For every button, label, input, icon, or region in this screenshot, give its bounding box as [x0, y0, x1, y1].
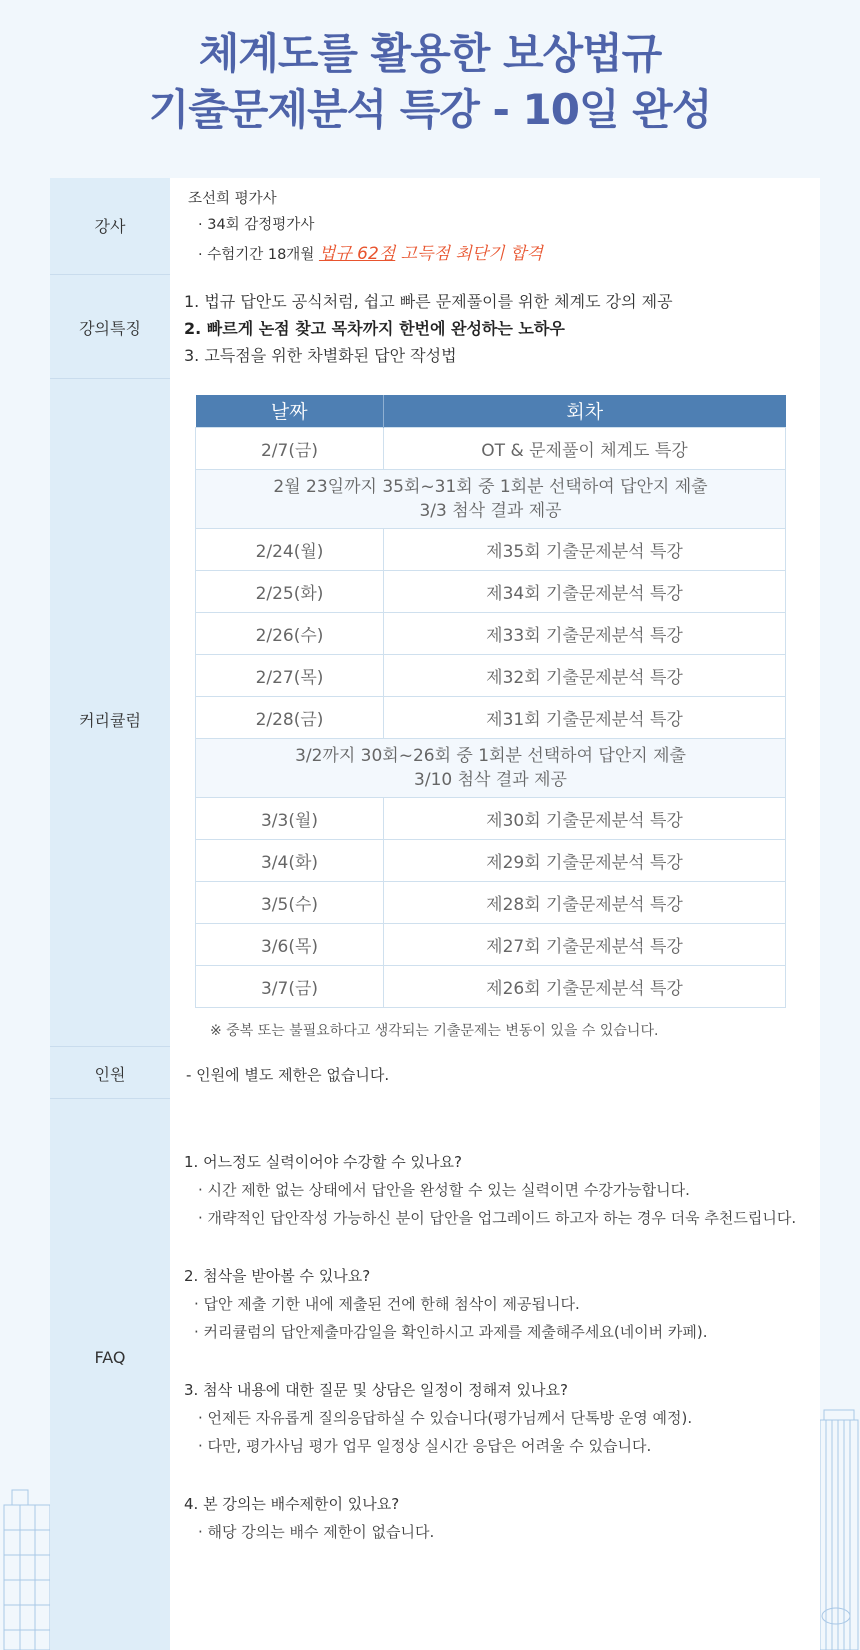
- divider: [50, 1098, 170, 1099]
- session-cell: 제27회 기출문제분석 특강: [384, 923, 786, 965]
- instructor-achievement: [198, 239, 543, 264]
- session-cell: 제30회 기출문제분석 특강: [384, 797, 786, 839]
- date-cell: 2/24(월): [196, 528, 384, 570]
- date-cell: 2/7(금): [196, 427, 384, 469]
- session-cell: 제31회 기출문제분석 특강: [384, 696, 786, 738]
- curriculum-footnote: ※ 중복 또는 불필요하다고 생각되는 기출문제는 변동이 있을 수 있습니다.: [210, 1023, 659, 1039]
- page-title: [0, 26, 860, 138]
- table-row: [196, 881, 786, 923]
- note-line: 3/10 첨삭 결과 제공: [414, 769, 567, 790]
- table-row-note: [196, 738, 786, 797]
- column-header-date: 날짜: [196, 395, 384, 427]
- session-cell: OT & 문제풀이 체계도 특강: [384, 427, 786, 469]
- table-row: [196, 427, 786, 469]
- table-row-note: [196, 469, 786, 528]
- faq-answer: · 답안 제출 기한 내에 제출된 건에 한해 첨삭이 제공됩니다.: [194, 1295, 580, 1313]
- table-row: [196, 570, 786, 612]
- date-cell: 3/4(화): [196, 839, 384, 881]
- label-features: 강의특징: [79, 319, 141, 338]
- highlight-rest: 고득점 최단기 합격: [395, 244, 543, 264]
- faq-question: 3. 첨삭 내용에 대한 질문 및 상담은 일정이 정해져 있나요?: [184, 1381, 568, 1399]
- curriculum-table: [195, 395, 786, 1008]
- note-line: 3/2까지 30회~26회 중 1회분 선택하여 답안지 제출: [295, 745, 686, 766]
- feature-item: 3. 고득점을 위한 차별화된 답안 작성법: [184, 346, 457, 365]
- session-cell: 제29회 기출문제분석 특강: [384, 839, 786, 881]
- instructor-credential: · 34회 감정평가사: [198, 217, 315, 233]
- date-cell: 3/7(금): [196, 965, 384, 1007]
- faq-answer: · 커리큘럼의 답안제출마감일을 확인하시고 과제를 제출해주세요(네이버 카페).: [194, 1323, 708, 1341]
- session-cell: 제28회 기출문제분석 특강: [384, 881, 786, 923]
- score-highlight: 법규 62점: [318, 244, 396, 264]
- faq-answer: · 해당 강의는 배수 제한이 없습니다.: [198, 1523, 435, 1541]
- table-row: [196, 654, 786, 696]
- table-row: [196, 612, 786, 654]
- label-capacity: 인원: [94, 1065, 126, 1084]
- faq-answer: · 언제든 자유롭게 질의응답하실 수 있습니다(평가님께서 단톡방 운영 예정).: [198, 1409, 693, 1427]
- label-column: [50, 178, 170, 1650]
- table-row: [196, 839, 786, 881]
- faq-answer: · 시간 제한 없는 상태에서 답안을 완성할 수 있는 실력이면 수강가능합니다.: [198, 1181, 690, 1199]
- table-row: [196, 797, 786, 839]
- column-header-session: 회차: [384, 395, 786, 427]
- session-cell: 제35회 기출문제분석 특강: [384, 528, 786, 570]
- date-cell: 3/5(수): [196, 881, 384, 923]
- label-faq: FAQ: [94, 1348, 126, 1367]
- faq-question: 4. 본 강의는 배수제한이 있나요?: [184, 1495, 400, 1513]
- divider: [50, 1046, 170, 1047]
- date-cell: 3/3(월): [196, 797, 384, 839]
- faq-answer: · 개략적인 답안작성 가능하신 분이 답안을 업그레이드 하고자 하는 경우 더욱 추천드립니다.: [198, 1209, 797, 1227]
- date-cell: 2/28(금): [196, 696, 384, 738]
- submission-note: [196, 738, 786, 797]
- date-cell: 2/26(수): [196, 612, 384, 654]
- table-row: [196, 965, 786, 1007]
- session-cell: 제34회 기출문제분석 특강: [384, 570, 786, 612]
- feature-item: 2. 빠르게 논점 찾고 목차까지 한번에 완성하는 노하우: [184, 319, 565, 338]
- session-cell: 제26회 기출문제분석 특강: [384, 965, 786, 1007]
- date-cell: 3/6(목): [196, 923, 384, 965]
- note-line: 3/3 첨삭 결과 제공: [419, 500, 562, 521]
- submission-note: [196, 469, 786, 528]
- divider: [50, 378, 170, 379]
- table-row: [196, 528, 786, 570]
- table-row: [196, 923, 786, 965]
- achievement-prefix: · 수험기간 18개월: [198, 247, 315, 263]
- date-cell: 2/27(목): [196, 654, 384, 696]
- capacity-text: - 인원에 별도 제한은 없습니다.: [186, 1066, 390, 1084]
- faq-question: 1. 어느정도 실력이어야 수강할 수 있나요?: [184, 1153, 462, 1171]
- faq-question: 2. 첨삭을 받아볼 수 있나요?: [184, 1267, 371, 1285]
- label-curriculum: 커리큘럼: [79, 711, 141, 730]
- feature-item: 1. 법규 답안도 공식처럼, 쉽고 빠른 문제풀이를 위한 체계도 강의 제공: [184, 292, 673, 311]
- instructor-name: 조선희 평가사: [188, 191, 277, 207]
- faq-answer: · 다만, 평가사님 평가 업무 일정상 실시간 응답은 어려울 수 있습니다.: [198, 1437, 652, 1455]
- divider: [50, 274, 170, 275]
- table-row: [196, 696, 786, 738]
- table-header-row: [196, 395, 786, 427]
- achievement-highlight: [319, 244, 543, 264]
- note-line: 2월 23일까지 35회~31회 중 1회분 선택하여 답안지 제출: [273, 476, 708, 497]
- title-line-2: 기출문제분석 특강 - 10일 완성: [148, 85, 712, 134]
- session-cell: 제32회 기출문제분석 특강: [384, 654, 786, 696]
- title-line-1: 체계도를 활용한 보상법규: [198, 29, 662, 78]
- session-cell: 제33회 기출문제분석 특강: [384, 612, 786, 654]
- label-instructor: 강사: [94, 217, 126, 236]
- date-cell: 2/25(화): [196, 570, 384, 612]
